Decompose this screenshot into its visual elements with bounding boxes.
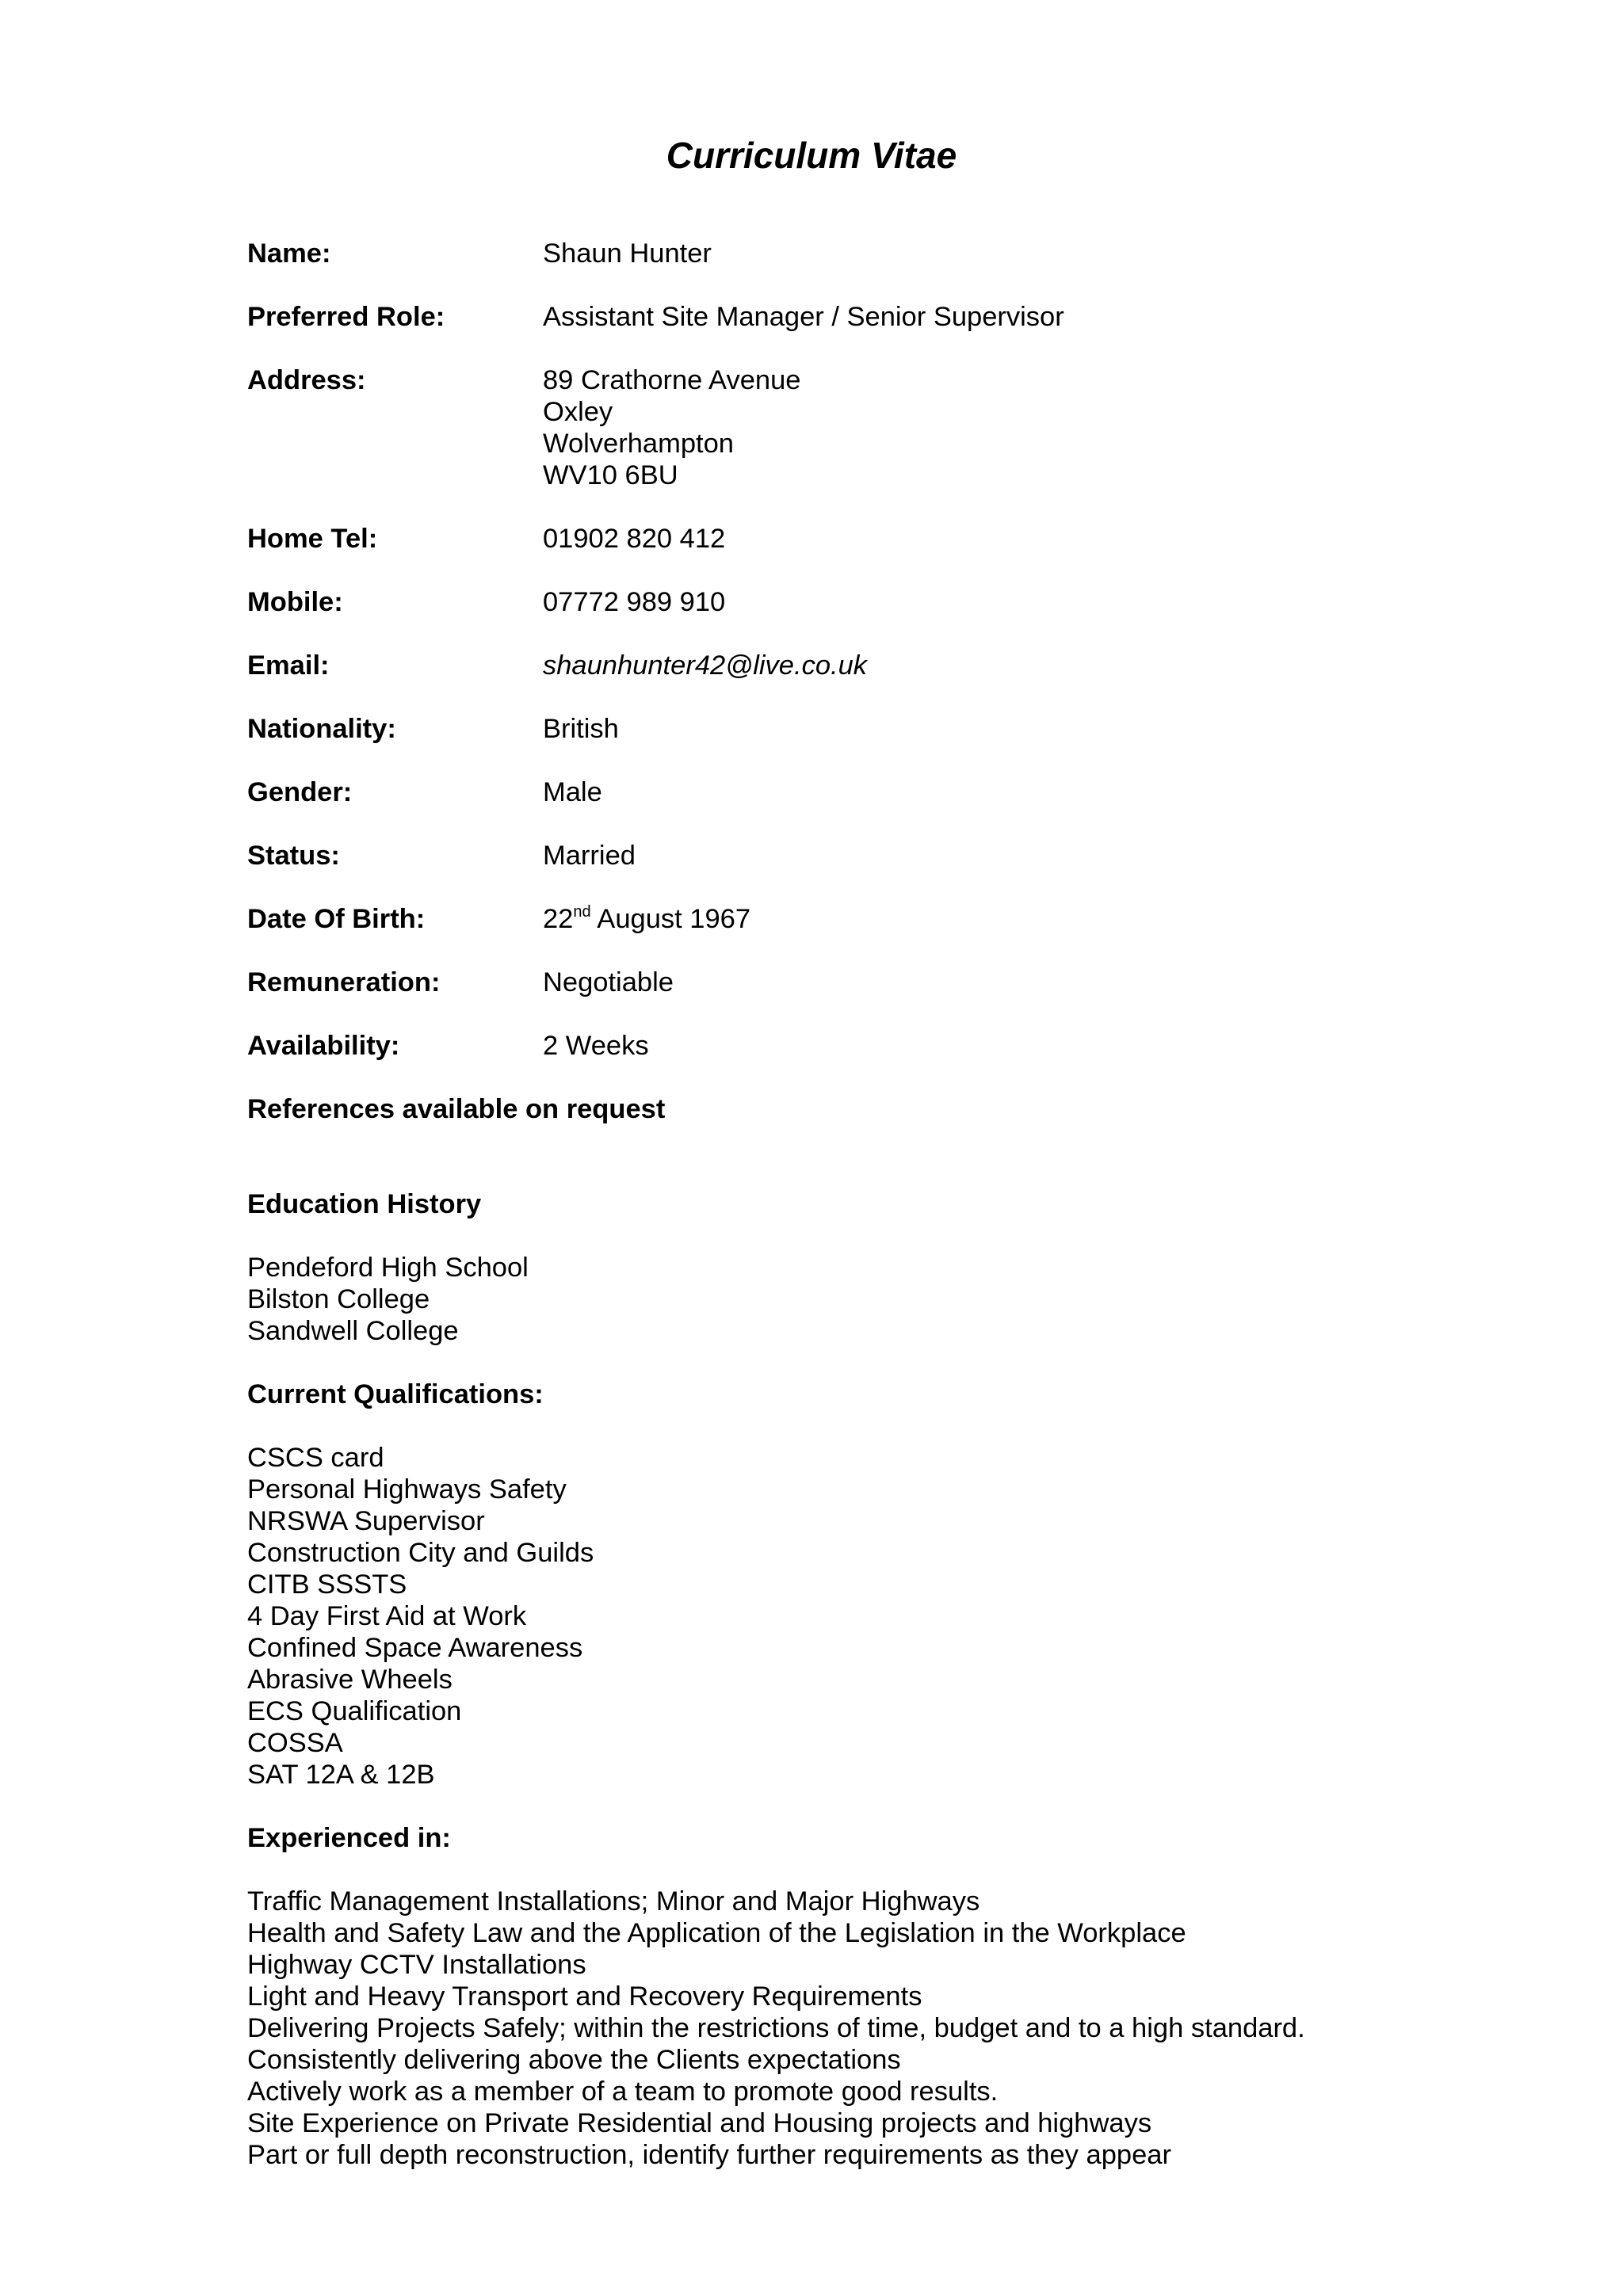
list-item: Sandwell College [247,1316,459,1346]
detail-row-nationality [247,713,1436,745]
detail-row-date-of-birth [247,903,1436,935]
home-tel-label: Home Tel: [247,524,378,554]
list-item: Site Experience on Private Residential and Housing projects and highways [247,2108,1152,2138]
name-value: Shaun Hunter [543,238,712,269]
education-heading: Education History [247,1189,482,1219]
list-item: Traffic Management Installations; Minor and Major Highways [247,1886,980,1917]
detail-row-home-tel [247,523,1436,555]
list-item: Light and Heavy Transport and Recovery Requirements [247,1981,922,2012]
nationality-value: British [543,714,619,744]
qualifications-list [247,1442,1436,1791]
list-item: COSSA [247,1728,343,1758]
preferred-role-value: Assistant Site Manager / Senior Supervisor [543,302,1064,332]
dob-day: 22 [543,904,574,934]
list-item: Personal Highways Safety [247,1474,567,1505]
list-item: Highway CCTV Installations [247,1950,586,1980]
list-item: 4 Day First Aid at Work [247,1601,527,1631]
detail-row-name [247,238,1436,269]
list-item: Construction City and Guilds [247,1538,594,1568]
mobile-label: Mobile: [247,587,343,617]
page-title: Curriculum Vitae [666,135,957,176]
cv-content [247,238,1436,2203]
address-line: Wolverhampton [543,429,734,459]
list-item: NRSWA Supervisor [247,1506,485,1536]
experience-heading: Experienced in: [247,1823,451,1853]
list-item: CSCS card [247,1443,384,1473]
list-item: CITB SSSTS [247,1569,407,1600]
detail-row-remuneration [247,967,1436,998]
availability-label: Availability: [247,1031,400,1061]
dob-month-year: August 1967 [590,904,751,934]
detail-row-mobile [247,586,1436,618]
list-item: Consistently delivering above the Clients expectations [247,2045,901,2075]
availability-value: 2 Weeks [543,1031,649,1061]
email-label: Email: [247,650,330,681]
list-item: SAT 12A & 12B [247,1760,435,1790]
home-tel-value: 01902 820 412 [543,524,726,554]
status-label: Status: [247,841,340,871]
detail-row-email [247,650,1436,681]
list-item: Delivering Projects Safely; within the restrictions of time, budget and to a high standard. [247,2013,1305,2043]
detail-row-address [247,364,1436,491]
detail-row-status [247,840,1436,871]
date-of-birth-label: Date Of Birth: [247,904,426,934]
detail-row-preferred-role [247,301,1436,333]
status-value: Married [543,841,636,871]
gender-label: Gender: [247,777,353,807]
list-item: Abrasive Wheels [247,1665,453,1695]
list-item: Confined Space Awareness [247,1633,583,1663]
experience-list [247,1886,1436,2171]
detail-row-availability [247,1030,1436,1062]
dob-day-suffix: nd [573,903,591,921]
date-of-birth-value [543,903,1436,935]
email-value: shaunhunter42@live.co.uk [543,650,868,681]
remuneration-value: Negotiable [543,967,674,997]
address-line: 89 Crathorne Avenue [543,365,801,395]
list-item: Pendeford High School [247,1253,529,1283]
nationality-label: Nationality: [247,714,396,744]
references-note: References available on request [247,1094,666,1124]
mobile-value: 07772 989 910 [543,587,726,617]
detail-row-gender [247,776,1436,808]
address-value [543,364,1436,491]
list-item: ECS Qualification [247,1696,462,1726]
preferred-role-label: Preferred Role: [247,302,445,332]
address-label: Address: [247,365,366,395]
list-item: Health and Safety Law and the Application of the Legislation in the Workplace [247,1918,1186,1948]
education-list [247,1252,1436,1347]
gender-value: Male [543,777,602,807]
list-item: Part or full depth reconstruction, identify further requirements as they appear [247,2140,1171,2170]
qualifications-heading: Current Qualifications: [247,1379,544,1409]
list-item: Bilston College [247,1284,430,1314]
address-line: WV10 6BU [543,460,678,490]
remuneration-label: Remuneration: [247,967,441,997]
list-item: Actively work as a member of a team to promote good results. [247,2077,999,2107]
name-label: Name: [247,238,331,269]
address-line: Oxley [543,397,613,427]
